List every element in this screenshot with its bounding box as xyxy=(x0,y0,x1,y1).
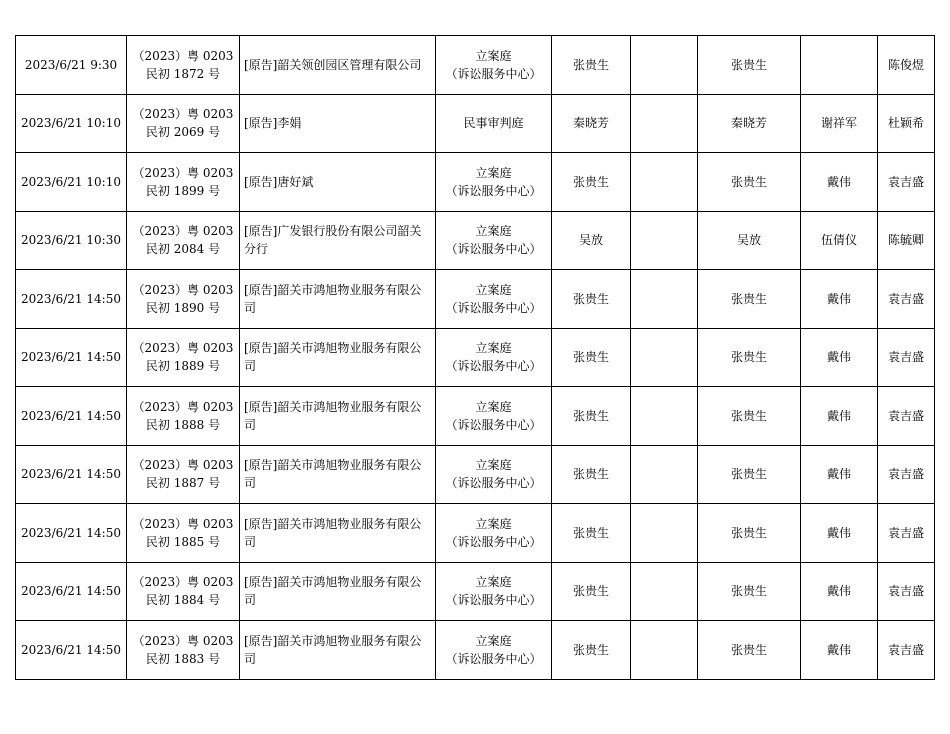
presiding-judge-cell xyxy=(698,562,801,621)
case-number-line-2: 民初 2069 号 xyxy=(145,125,221,140)
juror-cell xyxy=(801,387,878,446)
hearing-time-cell xyxy=(16,504,127,563)
judge-name: 张贵生 xyxy=(572,584,609,599)
clerk-cell xyxy=(878,504,935,563)
courtroom-line-1: 民事审判庭 xyxy=(463,116,524,131)
clerk-name: 袁吉盛 xyxy=(887,350,924,365)
presiding-judge-cell xyxy=(698,621,801,680)
judge-name: 张贵生 xyxy=(572,467,609,482)
courtroom-cell xyxy=(436,211,552,270)
juror-name: 戴伟 xyxy=(826,584,851,599)
hearing-time-cell xyxy=(16,387,127,446)
hearing-time-cell xyxy=(16,94,127,153)
case-number-line-2: 民初 1899 号 xyxy=(145,183,221,198)
clerk-name: 陈毓卿 xyxy=(887,233,924,248)
juror-name: 戴伟 xyxy=(826,642,851,657)
table-row xyxy=(16,504,935,563)
presiding-judge-name: 张贵生 xyxy=(730,525,767,540)
table-row xyxy=(16,153,935,212)
juror-cell xyxy=(801,621,878,680)
case-number-line-1: （2023）粤 0203 xyxy=(132,224,234,239)
clerk-cell xyxy=(878,445,935,504)
case-number-line-1: （2023）粤 0203 xyxy=(132,575,234,590)
clerk-cell xyxy=(878,211,935,270)
clerk-cell xyxy=(878,94,935,153)
hearing-time-cell xyxy=(16,445,127,504)
judge-cell xyxy=(552,387,631,446)
hearing-time-cell xyxy=(16,36,127,95)
case-number-cell xyxy=(127,504,240,563)
presiding-judge-cell xyxy=(698,445,801,504)
courtroom-line-2: （诉讼服务中心） xyxy=(445,651,542,666)
presiding-judge-cell xyxy=(698,270,801,329)
juror-name: 戴伟 xyxy=(826,467,851,482)
courtroom-line-2: （诉讼服务中心） xyxy=(445,300,542,315)
party-cell xyxy=(240,270,436,329)
hearing-time: 2023/6/21 14:50 xyxy=(21,467,121,482)
table-row xyxy=(16,94,935,153)
presiding-judge-cell xyxy=(698,387,801,446)
table-row xyxy=(16,270,935,329)
juror-name: 伍倩仪 xyxy=(820,233,857,248)
table-row xyxy=(16,621,935,680)
clerk-cell xyxy=(878,36,935,95)
courtroom-cell xyxy=(436,94,552,153)
hearing-time-cell xyxy=(16,328,127,387)
courtroom-line-2: （诉讼服务中心） xyxy=(445,417,542,432)
hearing-time-cell xyxy=(16,621,127,680)
juror-cell xyxy=(801,270,878,329)
case-number-line-1: （2023）粤 0203 xyxy=(132,107,234,122)
case-number-cell xyxy=(127,36,240,95)
blank-cell xyxy=(631,445,698,504)
party-name: [原告]李娟 xyxy=(244,116,302,131)
courtroom-line-1: 立案庭 xyxy=(475,633,512,648)
courtroom-line-1: 立案庭 xyxy=(475,165,512,180)
hearing-time: 2023/6/21 14:50 xyxy=(21,584,121,599)
juror-cell xyxy=(801,562,878,621)
case-number-line-1: （2023）粤 0203 xyxy=(132,399,234,414)
clerk-cell xyxy=(878,387,935,446)
blank-cell xyxy=(631,562,698,621)
judge-name: 张贵生 xyxy=(572,57,609,72)
hearing-time: 2023/6/21 14:50 xyxy=(21,642,121,657)
hearing-time: 2023/6/21 14:50 xyxy=(21,525,121,540)
presiding-judge-name: 秦晓芳 xyxy=(730,116,767,131)
party-cell xyxy=(240,94,436,153)
hearing-time-cell xyxy=(16,270,127,329)
courtroom-line-2: （诉讼服务中心） xyxy=(445,66,542,81)
courtroom-line-1: 立案庭 xyxy=(475,224,512,239)
blank-cell xyxy=(631,387,698,446)
case-number-line-2: 民初 1884 号 xyxy=(145,593,221,608)
juror-name: 戴伟 xyxy=(826,408,851,423)
judge-name: 张贵生 xyxy=(572,642,609,657)
party-cell xyxy=(240,562,436,621)
presiding-judge-name: 张贵生 xyxy=(730,291,767,306)
judge-cell xyxy=(552,328,631,387)
judge-cell xyxy=(552,504,631,563)
juror-cell xyxy=(801,36,878,95)
judge-name: 秦晓芳 xyxy=(572,116,609,131)
juror-name: 戴伟 xyxy=(826,350,851,365)
hearing-schedule-table xyxy=(15,35,935,680)
hearing-time-cell xyxy=(16,211,127,270)
party-cell xyxy=(240,328,436,387)
hearing-time: 2023/6/21 14:50 xyxy=(21,350,121,365)
courtroom-cell xyxy=(436,270,552,329)
judge-cell xyxy=(552,211,631,270)
hearing-time-cell xyxy=(16,562,127,621)
judge-name: 张贵生 xyxy=(572,525,609,540)
juror-cell xyxy=(801,328,878,387)
blank-cell xyxy=(631,328,698,387)
judge-cell xyxy=(552,621,631,680)
presiding-judge-name: 吴放 xyxy=(736,233,761,248)
table-row xyxy=(16,387,935,446)
judge-cell xyxy=(552,445,631,504)
blank-cell xyxy=(631,153,698,212)
courtroom-line-2: （诉讼服务中心） xyxy=(445,534,542,549)
clerk-cell xyxy=(878,153,935,212)
blank-cell xyxy=(631,211,698,270)
party-name: [原告]韶关市鸿旭物业服务有限公司 xyxy=(244,399,422,432)
party-name: [原告]唐好斌 xyxy=(244,174,314,189)
case-number-line-2: 民初 1883 号 xyxy=(145,651,221,666)
case-number-cell xyxy=(127,94,240,153)
courtroom-line-2: （诉讼服务中心） xyxy=(445,476,542,491)
case-number-line-1: （2023）粤 0203 xyxy=(132,633,234,648)
presiding-judge-name: 张贵生 xyxy=(730,584,767,599)
clerk-name: 袁吉盛 xyxy=(887,408,924,423)
presiding-judge-name: 张贵生 xyxy=(730,408,767,423)
courtroom-cell xyxy=(436,328,552,387)
party-cell xyxy=(240,621,436,680)
courtroom-line-1: 立案庭 xyxy=(475,341,512,356)
judge-name: 张贵生 xyxy=(572,408,609,423)
courtroom-cell xyxy=(436,504,552,563)
case-number-line-2: 民初 2084 号 xyxy=(145,242,221,257)
judge-cell xyxy=(552,562,631,621)
party-cell xyxy=(240,504,436,563)
courtroom-cell xyxy=(436,621,552,680)
party-name: [原告]广发银行股份有限公司韶关分行 xyxy=(244,224,422,257)
presiding-judge-name: 张贵生 xyxy=(730,57,767,72)
courtroom-line-1: 立案庭 xyxy=(475,48,512,63)
table-row xyxy=(16,562,935,621)
clerk-name: 袁吉盛 xyxy=(887,291,924,306)
blank-cell xyxy=(631,36,698,95)
case-number-line-2: 民初 1889 号 xyxy=(145,359,221,374)
judge-name: 张贵生 xyxy=(572,174,609,189)
judge-cell xyxy=(552,270,631,329)
party-name: [原告]韶关市鸿旭物业服务有限公司 xyxy=(244,575,422,608)
presiding-judge-name: 张贵生 xyxy=(730,350,767,365)
juror-cell xyxy=(801,445,878,504)
clerk-name: 袁吉盛 xyxy=(887,642,924,657)
juror-name: 谢祥军 xyxy=(820,116,857,131)
party-name: [原告]韶关市鸿旭物业服务有限公司 xyxy=(244,633,422,666)
blank-cell xyxy=(631,94,698,153)
case-number-cell xyxy=(127,270,240,329)
presiding-judge-cell xyxy=(698,94,801,153)
presiding-judge-name: 张贵生 xyxy=(730,467,767,482)
judge-cell xyxy=(552,94,631,153)
clerk-cell xyxy=(878,621,935,680)
party-name: [原告]韶关市鸿旭物业服务有限公司 xyxy=(244,458,422,491)
courtroom-cell xyxy=(436,387,552,446)
case-number-line-2: 民初 1887 号 xyxy=(145,476,221,491)
courtroom-cell xyxy=(436,36,552,95)
courtroom-line-2: （诉讼服务中心） xyxy=(445,359,542,374)
juror-cell xyxy=(801,211,878,270)
clerk-name: 杜颖希 xyxy=(887,116,924,131)
courtroom-cell xyxy=(436,562,552,621)
presiding-judge-cell xyxy=(698,153,801,212)
presiding-judge-cell xyxy=(698,504,801,563)
case-number-line-1: （2023）粤 0203 xyxy=(132,165,234,180)
courtroom-line-1: 立案庭 xyxy=(475,282,512,297)
blank-cell xyxy=(631,621,698,680)
case-number-line-2: 民初 1885 号 xyxy=(145,534,221,549)
case-number-cell xyxy=(127,211,240,270)
case-number-line-2: 民初 1872 号 xyxy=(145,66,221,81)
juror-cell xyxy=(801,504,878,563)
case-number-line-1: （2023）粤 0203 xyxy=(132,458,234,473)
judge-cell xyxy=(552,36,631,95)
juror-name: 戴伟 xyxy=(826,174,851,189)
party-name: [原告]韶关市鸿旭物业服务有限公司 xyxy=(244,282,422,315)
presiding-judge-cell xyxy=(698,211,801,270)
hearing-time: 2023/6/21 14:50 xyxy=(21,291,121,306)
presiding-judge-name: 张贵生 xyxy=(730,174,767,189)
clerk-cell xyxy=(878,328,935,387)
party-cell xyxy=(240,153,436,212)
hearing-time: 2023/6/21 9:30 xyxy=(24,57,118,72)
clerk-name: 陈俊煜 xyxy=(887,57,924,72)
clerk-name: 袁吉盛 xyxy=(887,525,924,540)
party-cell xyxy=(240,445,436,504)
judge-name: 张贵生 xyxy=(572,350,609,365)
judge-name: 张贵生 xyxy=(572,291,609,306)
case-number-cell xyxy=(127,445,240,504)
party-cell xyxy=(240,387,436,446)
case-number-cell xyxy=(127,562,240,621)
hearing-time: 2023/6/21 10:30 xyxy=(21,233,121,248)
case-number-cell xyxy=(127,328,240,387)
presiding-judge-cell xyxy=(698,328,801,387)
juror-cell xyxy=(801,94,878,153)
courtroom-cell xyxy=(436,445,552,504)
clerk-name: 袁吉盛 xyxy=(887,174,924,189)
party-name: [原告]韶关市鸿旭物业服务有限公司 xyxy=(244,516,422,549)
juror-name: 戴伟 xyxy=(826,525,851,540)
table-row xyxy=(16,328,935,387)
judge-cell xyxy=(552,153,631,212)
presiding-judge-cell xyxy=(698,36,801,95)
clerk-cell xyxy=(878,270,935,329)
hearing-time-cell xyxy=(16,153,127,212)
table-body xyxy=(16,36,935,680)
case-number-cell xyxy=(127,387,240,446)
courtroom-line-2: （诉讼服务中心） xyxy=(445,593,542,608)
clerk-name: 袁吉盛 xyxy=(887,584,924,599)
clerk-cell xyxy=(878,562,935,621)
party-name: [原告]韶关领创园区管理有限公司 xyxy=(244,57,422,72)
courtroom-line-2: （诉讼服务中心） xyxy=(445,242,542,257)
presiding-judge-name: 张贵生 xyxy=(730,642,767,657)
courtroom-line-2: （诉讼服务中心） xyxy=(445,183,542,198)
case-number-line-1: （2023）粤 0203 xyxy=(132,516,234,531)
hearing-time: 2023/6/21 10:10 xyxy=(21,116,121,131)
case-number-cell xyxy=(127,153,240,212)
case-number-line-1: （2023）粤 0203 xyxy=(132,341,234,356)
party-name: [原告]韶关市鸿旭物业服务有限公司 xyxy=(244,341,422,374)
courtroom-line-1: 立案庭 xyxy=(475,516,512,531)
courtroom-cell xyxy=(436,153,552,212)
table-row xyxy=(16,211,935,270)
case-number-line-1: （2023）粤 0203 xyxy=(132,282,234,297)
party-cell xyxy=(240,36,436,95)
hearing-time: 2023/6/21 10:10 xyxy=(21,174,121,189)
courtroom-line-1: 立案庭 xyxy=(475,575,512,590)
juror-name: 戴伟 xyxy=(826,291,851,306)
blank-cell xyxy=(631,504,698,563)
case-number-cell xyxy=(127,621,240,680)
clerk-name: 袁吉盛 xyxy=(887,467,924,482)
juror-cell xyxy=(801,153,878,212)
case-number-line-2: 民初 1888 号 xyxy=(145,417,221,432)
table-row xyxy=(16,36,935,95)
case-number-line-1: （2023）粤 0203 xyxy=(132,48,234,63)
case-number-line-2: 民初 1890 号 xyxy=(145,300,221,315)
judge-name: 吴放 xyxy=(578,233,603,248)
table-row xyxy=(16,445,935,504)
blank-cell xyxy=(631,270,698,329)
courtroom-line-1: 立案庭 xyxy=(475,399,512,414)
courtroom-line-1: 立案庭 xyxy=(475,458,512,473)
party-cell xyxy=(240,211,436,270)
hearing-time: 2023/6/21 14:50 xyxy=(21,408,121,423)
